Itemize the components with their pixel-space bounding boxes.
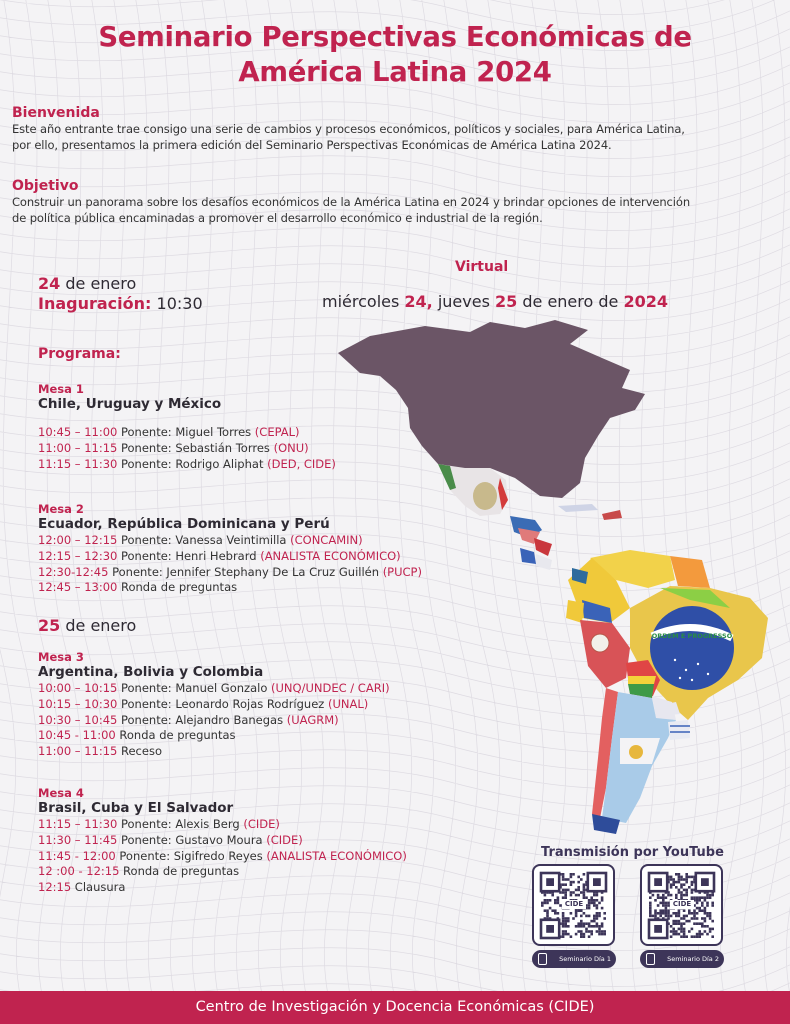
schedule-text: Ponente: Gustavo Moura: [117, 832, 267, 847]
mesa-block: [38, 651, 390, 760]
schedule-text: Receso: [117, 744, 162, 759]
page-title: [0, 20, 790, 90]
schedule-time: 10:45 - 11:00: [38, 728, 116, 743]
schedule-time: 10:00 – 10:15: [38, 681, 118, 695]
schedule-row: [38, 533, 422, 549]
mesa-block: [38, 787, 407, 896]
inauguration: [38, 294, 203, 314]
schedule-text: Ponente: Jennifer Stephany De La Cruz Guillén: [108, 564, 383, 579]
mesa-title: Chile, Uruguay y México: [38, 396, 222, 412]
schedule-row: [38, 457, 336, 473]
mesa-label: Mesa 1: [38, 382, 84, 396]
qr-code-day1[interactable]: [532, 864, 615, 946]
guyana-shape: [670, 556, 710, 588]
objetivo-section: [12, 178, 782, 226]
mesa-label: Mesa 4: [38, 786, 84, 800]
day2-number: 25: [38, 616, 61, 635]
schedule-time: 10:30 – 10:45: [38, 712, 118, 727]
schedule-row: [38, 817, 407, 833]
footer-bar: Centro de Investigación y Docencia Económicas (CIDE): [0, 991, 790, 1024]
schedule-org: (UNAL): [327, 696, 369, 711]
schedule-text: Ponente: Henri Hebrard: [117, 548, 261, 563]
schedule-row: [38, 849, 407, 865]
brazil-globe: [650, 606, 734, 690]
schedule-text: Ponente: Vanessa Veintimilla: [117, 533, 291, 547]
schedule-text: Ponente: Manuel Gonzalo: [117, 681, 272, 695]
schedule-org: (UAGRM): [286, 712, 339, 727]
schedule-row: [38, 580, 422, 596]
phone-icon: [538, 953, 547, 965]
youtube-button-day1-label: Seminario Día 1: [559, 955, 611, 963]
schedule-text: Ponente: Alejandro Banegas: [117, 712, 287, 727]
bienvenida-section: [12, 105, 782, 153]
schedule-time: 12:15 – 12:30: [38, 548, 118, 563]
schedule-time: 11:00 – 11:15: [38, 440, 118, 455]
day1-block: [38, 274, 203, 314]
dates-part-2: jueves: [432, 292, 495, 311]
schedule-row: [38, 713, 390, 729]
sun-of-may: [629, 745, 643, 759]
qr-code-day2[interactable]: [640, 864, 723, 946]
schedule-time: 11:45 - 12:00: [38, 848, 116, 863]
mesa-label: Mesa 3: [38, 650, 84, 664]
title-line-2: América Latina 2024: [238, 56, 552, 88]
schedule-row: [38, 833, 407, 849]
day2-date: [38, 616, 136, 635]
schedule-time: 11:15 – 11:30: [38, 456, 118, 471]
mesa-title: Brasil, Cuba y El Salvador: [38, 800, 234, 816]
bienvenida-line-2: por ello, presentamos la primera edición del Seminario Perspectivas Económicas de América Latina 2024.: [12, 138, 612, 152]
ecuador-shape: [566, 600, 584, 623]
schedule-time: 11:00 – 11:15: [38, 744, 118, 759]
dates-day-2: 25: [495, 292, 518, 311]
schedule-org: (DED, CIDE): [267, 456, 336, 471]
dates-part-1: miércoles: [322, 292, 405, 311]
youtube-heading: Transmisión por YouTube: [541, 845, 724, 860]
schedule-row: [38, 864, 407, 880]
schedule-text: Ponente: Leonardo Rojas Rodríguez: [117, 696, 328, 711]
schedule-text: Ponente: Miguel Torres: [117, 425, 255, 439]
schedule-row: [38, 441, 336, 457]
youtube-button-day2[interactable]: [640, 950, 724, 968]
schedule-text: Ponente: Rodrigo Aliphat: [117, 456, 268, 471]
schedule-org: (CONCAMIN): [290, 533, 363, 547]
schedule-time: 10:45 – 11:00: [38, 425, 118, 439]
cide-logo: CIDE: [562, 900, 586, 909]
schedule-row: [38, 681, 390, 697]
inauguration-label: Inaguración:: [38, 294, 152, 313]
schedule-text: Ronda de preguntas: [115, 728, 236, 743]
cide-logo: CIDE: [670, 900, 694, 909]
schedule-row: [38, 880, 407, 896]
brazil-motto: ORDEM E PROGRESSO: [651, 632, 733, 640]
schedule-row: [38, 697, 390, 713]
schedule-org: (CIDE): [243, 817, 280, 831]
schedule-org: (ANALISTA ECONÓMICO): [266, 848, 407, 863]
schedule-time: 12:00 – 12:15: [38, 533, 118, 547]
schedule-org: (ONU): [273, 440, 309, 455]
title-line-1: Seminario Perspectivas Económicas de: [98, 21, 692, 53]
schedule-row: [38, 425, 336, 441]
schedule-row: [38, 728, 390, 744]
bienvenida-line-1: Este año entrante trae consigo una serie de cambios y procesos económicos, políticos y sociales, para América Latina,: [12, 122, 685, 136]
mesa-title: Ecuador, República Dominicana y Perú: [38, 516, 330, 532]
day1-number: 24: [38, 274, 61, 293]
schedule-org: (UNQ/UNDEC / CARI): [271, 681, 390, 695]
schedule-row: [38, 565, 422, 581]
schedule-text: Ponente: Sebastián Torres: [117, 440, 274, 455]
mesa-block: [38, 383, 336, 472]
dates-day-1: 24,: [404, 292, 433, 311]
phone-icon: [646, 953, 655, 965]
schedule-text: Ronda de preguntas: [117, 580, 238, 595]
schedule-text: Ronda de preguntas: [119, 864, 240, 879]
objetivo-line-2: de política pública encaminadas a promover el desarrollo económico e industrial de la región.: [12, 211, 543, 225]
dates-part-3: de enero de: [517, 292, 624, 311]
schedule-row: [38, 549, 422, 565]
schedule-time: 12 :00 - 12:15: [38, 864, 120, 879]
schedule-text: Ponente: Sigifredo Reyes: [115, 848, 267, 863]
schedule-row: [38, 744, 390, 760]
schedule-org: (ANALISTA ECONÓMICO): [260, 548, 401, 563]
modality-label: Virtual: [455, 259, 509, 275]
objetivo-line-1: Construir un panorama sobre los desafíos económicos de la América Latina en 2024 y brindar opciones de intervención: [12, 195, 691, 209]
schedule-text: Clausura: [71, 880, 126, 895]
schedule-org: (CIDE): [266, 832, 303, 847]
objetivo-heading: Objetivo: [12, 178, 79, 194]
peru-shape: [580, 620, 630, 688]
day1-label: de enero: [60, 274, 137, 293]
youtube-button-day2-label: Seminario Día 2: [667, 955, 719, 963]
schedule-org: (PUCP): [382, 564, 422, 579]
schedule-time: 12:15: [38, 880, 72, 895]
schedule-time: 12:45 – 13:00: [38, 580, 118, 595]
programa-heading: Programa:: [38, 346, 121, 362]
schedule-text: Ponente: Alexis Berg: [117, 817, 244, 831]
mesa-title: Argentina, Bolivia y Colombia: [38, 664, 264, 680]
dates-year: 2024: [623, 292, 668, 311]
day1-date: [38, 274, 203, 294]
event-dates: [300, 292, 690, 311]
schedule-time: 10:15 – 10:30: [38, 696, 118, 711]
mesa-block: [38, 503, 422, 596]
schedule-time: 11:15 – 11:30: [38, 817, 118, 831]
youtube-button-day1[interactable]: [532, 950, 616, 968]
mesa-label: Mesa 2: [38, 502, 84, 516]
inauguration-time: 10:30: [151, 294, 203, 313]
schedule-time: 11:30 – 11:45: [38, 832, 118, 847]
uruguay-shape: [668, 720, 690, 740]
schedule-time: 12:30-12:45: [38, 564, 109, 579]
day2-label: de enero: [60, 616, 137, 635]
schedule-org: (CEPAL): [254, 425, 300, 439]
bienvenida-heading: Bienvenida: [12, 105, 100, 121]
